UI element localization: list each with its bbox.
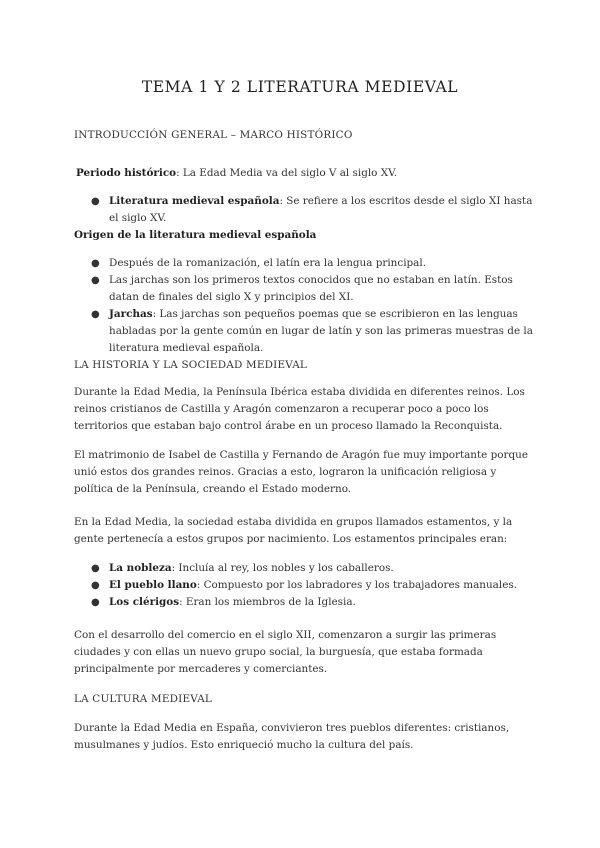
historia-paragraph-1: Durante la Edad Media, la Península Ibérica estaba dividida en diferentes reinos. Los reinos cristianos de Castilla y Aragón comenzaron a recuperar poco a poco los territorios que estaban bajo control árabe en un proceso llamado la Reconquista. (74, 386, 525, 432)
lit-text: : Se refiere a los escritos desde el siglo XI hasta el siglo XV. (109, 195, 533, 224)
bullet-icon: ● (91, 196, 100, 207)
estamento-text: : Eran los miembros de la Iglesia. (179, 596, 356, 608)
origen-heading: Origen de la literatura medieval española (74, 229, 317, 241)
periodo-label: Periodo histórico (76, 167, 177, 179)
list-item (74, 306, 534, 357)
estamento-label: El pueblo llano (109, 579, 197, 591)
historia-paragraph-2: El matrimonio de Isabel de Castilla y Fernando de Aragón fue muy importante porque unió estos dos grandes reinos. Gracias a esto, lograron la unificación religiosa y política de la Península, creando el Estado moderno. (74, 449, 528, 495)
bullet-icon: ● (91, 563, 100, 574)
origen-item-text: Las jarchas son los primeros textos conocidos que no estaban en latín. Estos datan de finales del siglo X y principios del XI. (109, 274, 513, 303)
origen-item-text: Después de la romanización, el latín era la lengua principal. (109, 257, 426, 269)
historia-paragraph-3: En la Edad Media, la sociedad estaba dividida en grupos llamados estamentos, y la gente pertenecía a estos grupos por nacimiento. Los estamentos principales eran: (74, 516, 513, 545)
bullet-icon: ● (91, 258, 100, 269)
list-item (74, 272, 534, 306)
document-title: TEMA 1 Y 2 LITERATURA MEDIEVAL (141, 78, 459, 96)
estamento-label: Los clérigos (109, 596, 180, 608)
bullet-icon: ● (91, 275, 100, 286)
origen-item-text: : Las jarchas son pequeños poemas que se escribieron en las lenguas habladas por la gente común en lugar de latín y son las primeras muestras de la literatura medieval española. (109, 308, 533, 354)
section-heading-intro: INTRODUCCIÓN GENERAL – MARCO HISTÓRICO (74, 129, 353, 141)
periodo-text: : La Edad Media va del siglo V al siglo XV. (176, 167, 398, 179)
list-item (74, 577, 534, 594)
bullet-icon: ● (91, 580, 100, 591)
list-item (74, 594, 534, 611)
bullet-icon: ● (91, 309, 100, 320)
estamento-label: La nobleza (109, 562, 172, 574)
list-item (74, 560, 534, 577)
origen-list (74, 255, 534, 357)
cultura-paragraph-1: Durante la Edad Media en España, convivieron tres pueblos diferentes: cristianos, musulmanes y judíos. Esto enriqueció mucho la cultura del país. (74, 722, 510, 751)
historia-paragraph-4: Con el desarrollo del comercio en el siglo XII, comenzaron a surgir las primeras ciudades y con ellas un nuevo grupo social, la burguesía, que estaba formada principalmente por mercaderes y comerciantes. (74, 629, 497, 675)
section-heading-cultura: LA CULTURA MEDIEVAL (74, 693, 213, 705)
estamento-text: : Compuesto por los labradores y los trabajadores manuales. (196, 579, 517, 591)
lit-label: Literatura medieval española (109, 195, 280, 207)
lit-list (74, 193, 534, 227)
jarchas-label: Jarchas (109, 308, 153, 320)
estamento-text: : Incluía al rey, los nobles y los caballeros. (171, 562, 394, 574)
list-item (74, 255, 534, 272)
list-item (74, 193, 534, 227)
periodo-paragraph (76, 165, 536, 182)
estamentos-list (74, 560, 534, 611)
bullet-icon: ● (91, 597, 100, 608)
section-heading-historia: LA HISTORIA Y LA SOCIEDAD MEDIEVAL (74, 359, 308, 371)
